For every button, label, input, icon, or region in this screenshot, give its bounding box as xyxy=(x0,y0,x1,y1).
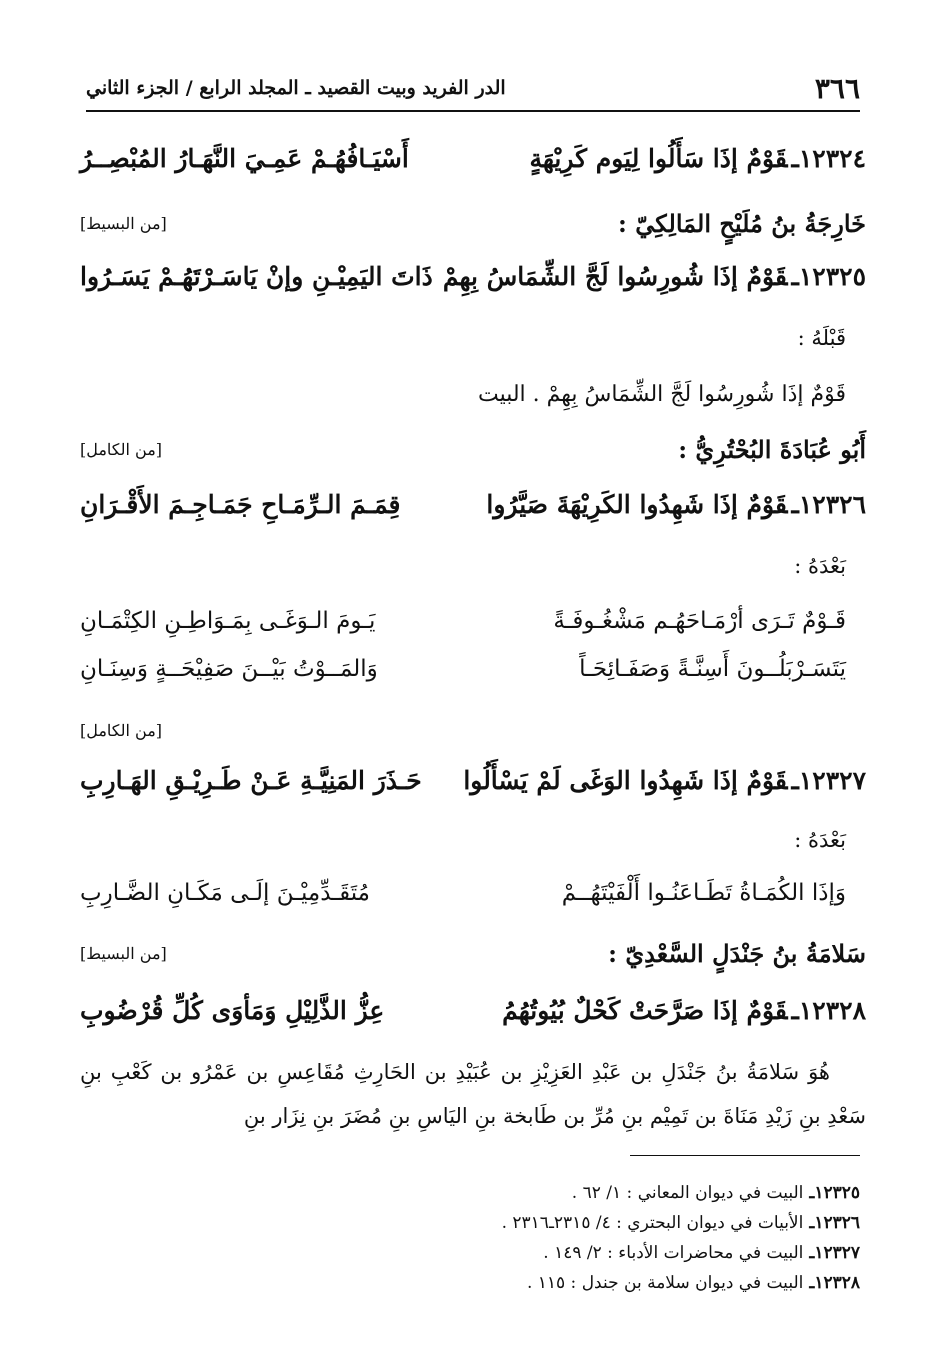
page-header xyxy=(86,66,860,112)
verse-12328 xyxy=(80,984,866,1036)
verse-number: ١٢٣٢٤ـ xyxy=(791,143,866,173)
verse-12326 xyxy=(80,478,866,530)
poet-line xyxy=(80,930,866,976)
meter-label: [من الكامل] xyxy=(80,720,163,740)
footnote xyxy=(86,1268,860,1298)
verse-hemistich-second: أَسْيَـافُهُـمْ عَمِـيَ النَّهَـارُ المُبْصِــرُ xyxy=(80,143,409,173)
verse-hemistich-first: ١٢٣٢٥ـقَوْمٌ إذَا شُورِسُوا لَجَّ الشِّمَاسُ بِهِمْ xyxy=(442,261,866,291)
biography-paragraph: هُوَ سَلامَةُ بنُ جَنْدَلِ بن عَبْدِ العَزِيْزِ بن عُبَيْدِ بن الحَارِثِ مُقَاعِسِ بن عَمْرُو بن كَعْبِ بنِ سَعْدِ بنِ زَيْدِ مَنَاةَ بن تَمِيْم بنِ مُرِّ بن طَابخة بنِ اليَاسِ بنِ مُضَرَ بنِ نِزَار بنِ xyxy=(80,1060,866,1128)
footnote xyxy=(86,1208,860,1238)
verse-hemistich-second: قِمَـمَ الـرِّمَـاحِ جَمَـاجِـمَ الأَقْـرَانِ xyxy=(80,489,401,519)
footnote-number: ١٢٣٢٦ـ xyxy=(809,1213,860,1233)
poet-name: أَبُو عُبَادَةَ البُحْتُرِيُّ : xyxy=(678,434,866,464)
verse-hemistich-first: ١٢٣٢٦ـقَوْمٌ إذَا شَهِدُوا الكَرِيْهَةَ صَيَّرُوا xyxy=(486,489,866,519)
verse-line-plain xyxy=(80,644,866,694)
meter-line xyxy=(80,710,866,750)
verse-hemistich-second: يَـومَ الـوَغَـى بِمَـوَاطِـنِ الكِتْمَـانِ xyxy=(80,608,376,634)
verse-number: ١٢٣٢٥ـ xyxy=(791,261,866,291)
verse-number: ١٢٣٢٧ـ xyxy=(791,765,866,795)
verse-12324 xyxy=(80,132,866,184)
verse-hemistich-second: وَالمَــوْتُ بَيْــنَ صَفِيْحَــةٍ وَسِنَـانِ xyxy=(80,656,378,682)
verse-hemistich-first: ١٢٣٢٨ـقَوْمٌ إذَا صَرَّحَتْ كَحْلٌ بُيُوتُهُمُ xyxy=(502,995,866,1025)
footnote-number: ١٢٣٢٥ـ xyxy=(809,1183,860,1203)
poet-name: سَلامَةُ بنُ جَنْدَلٍ السَّعْدِيّ : xyxy=(608,938,866,968)
page-number: ٣٦٦ xyxy=(814,71,860,105)
quoted-line: قَوْمٌ إذَا شُورِسُوا لَجَّ الشِّمَاسُ بِهِمْ . البيت xyxy=(477,381,846,407)
poet-name: خَارِجَةُ بنُ مُلَيْحٍ المَالِكِيّ : xyxy=(618,208,866,238)
verse-hemistich-second: عِزُّ الذَّلِيْلِ وَمَأوَى كُلِّ قُرْضُوبِ xyxy=(80,995,385,1025)
verse-hemistich-first: ١٢٣٢٧ـقَوْمٌ إذَا شَهِدُوا الوَغَى لَمْ يَسْأَلُوا xyxy=(463,765,866,795)
footnote-text: البيت في محاضرات الأدباء : ٢/ ١٤٩ . xyxy=(543,1243,804,1263)
footnote xyxy=(86,1238,860,1268)
verse-line-plain xyxy=(80,868,866,918)
footnote-text: البيت في ديوان سلامة بن جندل : ١١٥ . xyxy=(526,1273,804,1293)
footnote-text: البيت في ديوان المعاني : ١/ ٦٢ . xyxy=(571,1183,804,1203)
footnote-text: الأبيات في ديوان البحتري : ٤/ ٢٣١٥ـ٢٣١٦ . xyxy=(501,1213,804,1233)
footnote xyxy=(86,1178,860,1208)
verse-hemistich-first: وَإذَا الكُمَـاةُ تَطَـاعَنُـوا أَلْفَيْتَهُــمْ xyxy=(561,880,846,906)
footnotes xyxy=(86,1178,860,1298)
verse-hemistich-first: قَـوْمٌ تَـرَى أرْمَـاحَهُـم مَشْغُـوفَـةً xyxy=(553,608,846,634)
verse-hemistich-first: ١٢٣٢٤ـقَوْمٌ إذَا سَأَلُوا لِيَوم كَرِيْهَةٍ xyxy=(529,143,866,173)
verse-hemistich-second: ذَاتَ اليَمِيْـنِ وإنْ يَاسَـرْتَهُـمْ يَسَـرُوا xyxy=(80,261,433,291)
verse-number: ١٢٣٢٦ـ xyxy=(791,489,866,519)
verse-12325 xyxy=(80,250,866,302)
footnote-divider xyxy=(630,1155,860,1156)
meter-label: [من الكامل] xyxy=(80,439,163,459)
poet-line xyxy=(80,426,866,472)
meter-label: [من البسيط] xyxy=(80,943,167,963)
section-label: قَبْلَهُ : xyxy=(797,326,846,350)
verse-hemistich-second: حَـذَرَ المَنِيَّـةِ عَـنْ طَـرِيْـقِ الهَـارِبِ xyxy=(80,765,422,795)
poet-line xyxy=(80,200,866,246)
section-label: بَعْدَهُ : xyxy=(794,554,846,578)
verse-hemistich-first: يَتَسَـرْبَلُــونَ أَسِنَّـةً وَصَفَـائِحَـاً xyxy=(579,656,846,682)
section-label: بَعْدَهُ : xyxy=(794,828,846,852)
running-title: الدر الفريد وبيت القصيد ـ المجلد الرابع / الجزء الثاني xyxy=(86,77,506,99)
footnote-number: ١٢٣٢٧ـ xyxy=(809,1243,860,1263)
verse-12327 xyxy=(80,754,866,806)
meter-label: [من البسيط] xyxy=(80,213,167,233)
verse-hemistich-second: مُتَقَـدِّمِيْـنَ إلَـى مَكَـانِ الضَّـارِبِ xyxy=(80,880,370,906)
verse-line-plain xyxy=(80,596,866,646)
footnote-number: ١٢٣٢٨ـ xyxy=(809,1273,860,1293)
verse-number: ١٢٣٢٨ـ xyxy=(791,995,866,1025)
